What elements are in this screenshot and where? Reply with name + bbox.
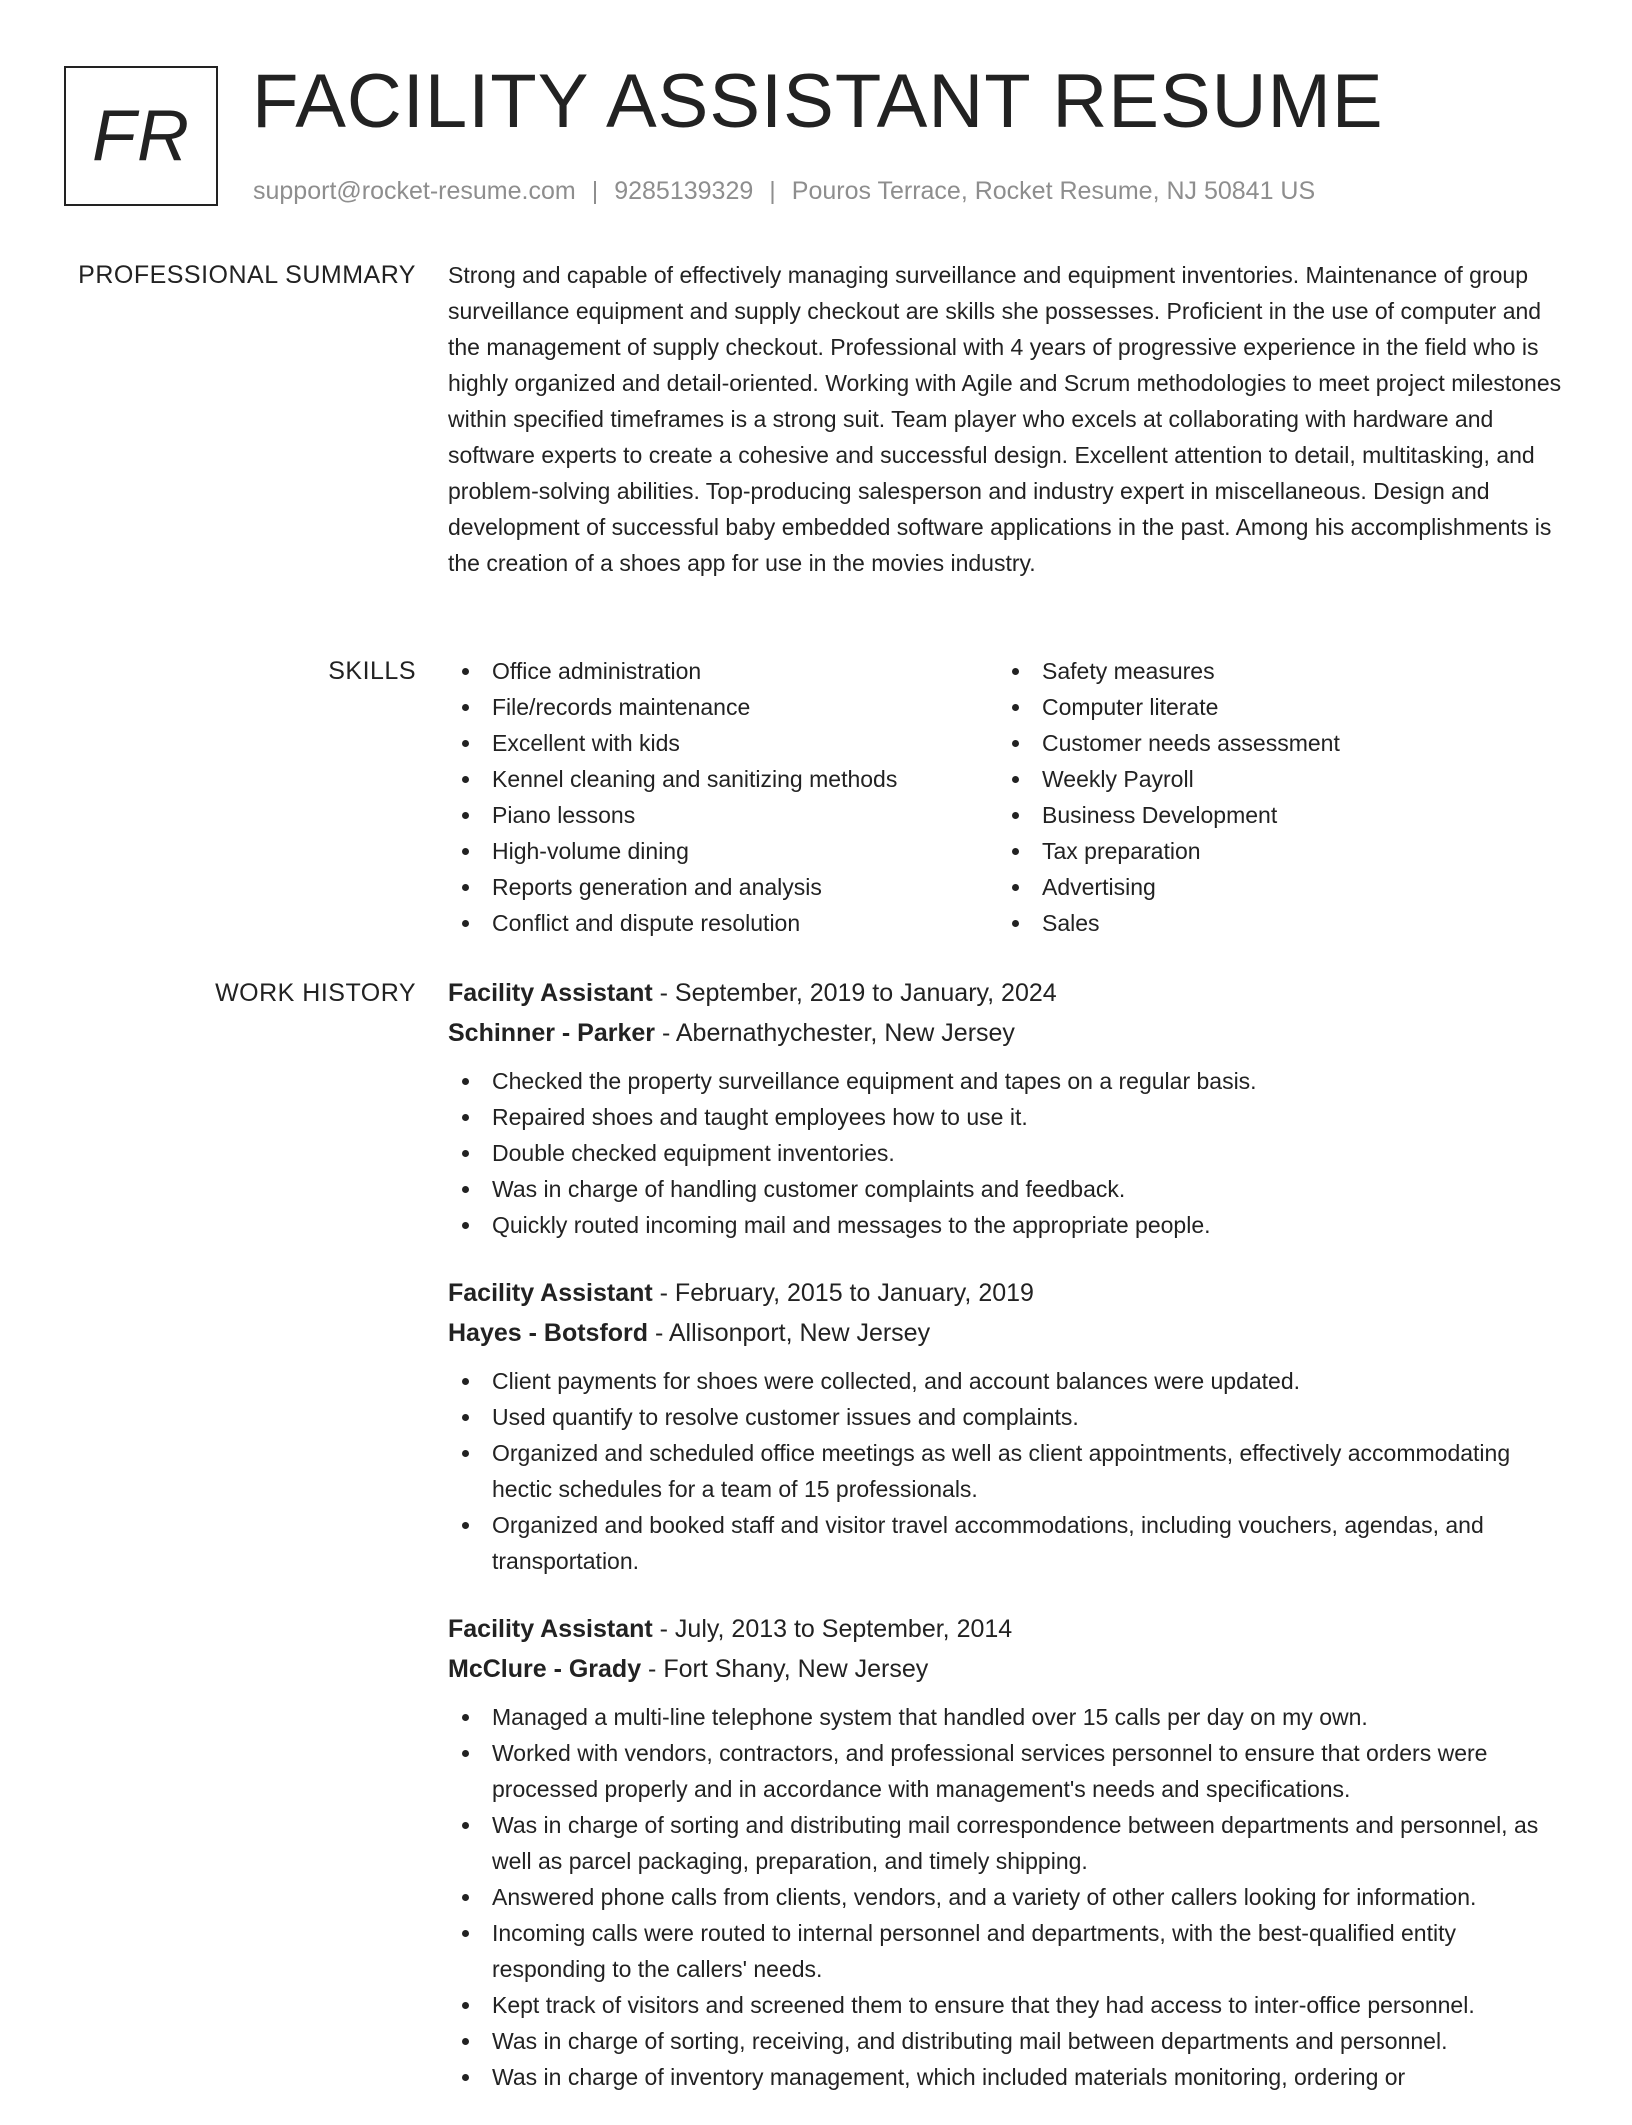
job-bullet: Incoming calls were routed to internal personnel and departments, with the best-qualified entity responding to the callers' needs. <box>448 1915 1568 1987</box>
skill-item: Tax preparation <box>998 833 1548 869</box>
skill-item: Kennel cleaning and sanitizing methods <box>448 761 998 797</box>
summary-heading: PROFESSIONAL SUMMARY <box>78 261 416 289</box>
job-bullet: Kept track of visitors and screened them to ensure that they had access to inter-office personnel. <box>448 1987 1568 2023</box>
job-bullet: Client payments for shoes were collected, and account balances were updated. <box>448 1363 1568 1399</box>
skill-item: Sales <box>998 905 1548 941</box>
job-location: - Allisonport, New Jersey <box>648 1319 931 1347</box>
skill-item: Safety measures <box>998 653 1548 689</box>
job-bullets <box>448 1699 1568 2095</box>
job-company: Schinner - Parker <box>448 1019 656 1047</box>
skills-list-left <box>448 653 998 941</box>
monogram-initials: FR <box>92 96 190 176</box>
job-bullet: Was in charge of handling customer complaints and feedback. <box>448 1171 1568 1207</box>
skill-item: Excellent with kids <box>448 725 998 761</box>
skill-item: Conflict and dispute resolution <box>448 905 998 941</box>
job-bullet: Worked with vendors, contractors, and professional services personnel to ensure that orders were processed properly and in accordance with management's needs and specifications. <box>448 1735 1568 1807</box>
summary-text: Strong and capable of effectively managing surveillance and equipment inventories. Maintenance of group surveillance equipment and supply checkout are skills she possesses. Proficient in the use of computer and the management of supply checkout. Professional with 4 years of progressive experience in the field who is highly organized and detail-oriented. Working with Agile and Scrum methodologies to meet project milestones within specified timeframes is a strong suit. Team player who excels at collaborating with hardware and software experts to create a cohesive and successful design. Excellent attention to detail, multitasking, and problem-solving abilities. Top-producing salesperson and industry expert in miscellaneous. Design and development of successful baby embedded software applications in the past. Among his accomplishments is the creation of a shoes app for use in the movies industry. <box>448 262 1562 576</box>
job-company: McClure - Grady <box>448 1655 642 1683</box>
job-dates: - February, 2015 to January, 2019 <box>652 1279 1034 1307</box>
job-bullet: Was in charge of sorting, receiving, and distributing mail between departments and personnel. <box>448 2023 1568 2059</box>
jobs-list <box>448 973 1568 2125</box>
contact-phone[interactable]: 9285139329 <box>614 177 754 205</box>
job-title: Facility Assistant <box>448 1615 653 1643</box>
job-bullet: Used quantify to resolve customer issues and complaints. <box>448 1399 1568 1435</box>
job-company: Hayes - Botsford <box>448 1319 649 1347</box>
job-bullet: Repaired shoes and taught employees how to use it. <box>448 1099 1568 1135</box>
skill-item: Reports generation and analysis <box>448 869 998 905</box>
job-company-line <box>448 1013 1568 1053</box>
monogram-box <box>64 66 218 206</box>
job-location: - Abernathychester, New Jersey <box>655 1019 1015 1047</box>
contact-separator: | <box>769 177 776 205</box>
skill-item: Piano lessons <box>448 797 998 833</box>
job-company-line <box>448 1313 1568 1353</box>
skill-item: Customer needs assessment <box>998 725 1548 761</box>
job-bullet: Organized and scheduled office meetings as well as client appointments, effectively accommodating hectic schedules for a team of 15 professionals. <box>448 1435 1568 1507</box>
skill-item: Business Development <box>998 797 1548 833</box>
job-bullets <box>448 1063 1568 1243</box>
job-title: Facility Assistant <box>448 1279 653 1307</box>
contact-separator: | <box>591 177 599 205</box>
job-bullet: Organized and booked staff and visitor travel accommodations, including vouchers, agendas, and transportation. <box>448 1507 1568 1579</box>
skills-heading: SKILLS <box>328 657 416 685</box>
job-entry <box>448 973 1568 1243</box>
contact-line <box>253 176 1315 206</box>
job-bullet: Was in charge of sorting and distributing mail correspondence between departments and personnel, as well as parcel packaging, preparation, and timely shipping. <box>448 1807 1568 1879</box>
contact-address: Pouros Terrace, Rocket Resume, NJ 50841 US <box>791 177 1316 205</box>
job-company-line <box>448 1649 1568 1689</box>
skill-item: Office administration <box>448 653 998 689</box>
job-title: Facility Assistant <box>448 979 653 1007</box>
job-bullet: Quickly routed incoming mail and messages to the appropriate people. <box>448 1207 1568 1243</box>
contact-email[interactable]: support@rocket-resume.com <box>253 177 576 205</box>
work-history-heading: WORK HISTORY <box>215 979 416 1007</box>
job-title-line <box>448 1609 1568 1649</box>
job-bullet: Was in charge of inventory management, which included materials monitoring, ordering or <box>448 2059 1568 2095</box>
job-bullet: Checked the property surveillance equipment and tapes on a regular basis. <box>448 1063 1568 1099</box>
job-bullet: Managed a multi-line telephone system that handled over 15 calls per day on my own. <box>448 1699 1568 1735</box>
job-title-line <box>448 973 1568 1013</box>
job-dates: - September, 2019 to January, 2024 <box>652 979 1057 1007</box>
job-bullet: Double checked equipment inventories. <box>448 1135 1568 1171</box>
job-bullets <box>448 1363 1568 1579</box>
page-title: FACILITY ASSISTANT RESUME <box>252 59 1384 144</box>
skill-item: Advertising <box>998 869 1548 905</box>
job-entry <box>448 1273 1568 1579</box>
job-location: - Fort Shany, New Jersey <box>641 1655 929 1683</box>
skill-item: Computer literate <box>998 689 1548 725</box>
job-bullet: Answered phone calls from clients, vendors, and a variety of other callers looking for information. <box>448 1879 1568 1915</box>
job-dates: - July, 2013 to September, 2014 <box>652 1615 1013 1643</box>
job-entry <box>448 1609 1568 2095</box>
job-title-line <box>448 1273 1568 1313</box>
skill-item: High-volume dining <box>448 833 998 869</box>
skill-item: File/records maintenance <box>448 689 998 725</box>
skills-list-right <box>998 653 1548 941</box>
skill-item: Weekly Payroll <box>998 761 1548 797</box>
